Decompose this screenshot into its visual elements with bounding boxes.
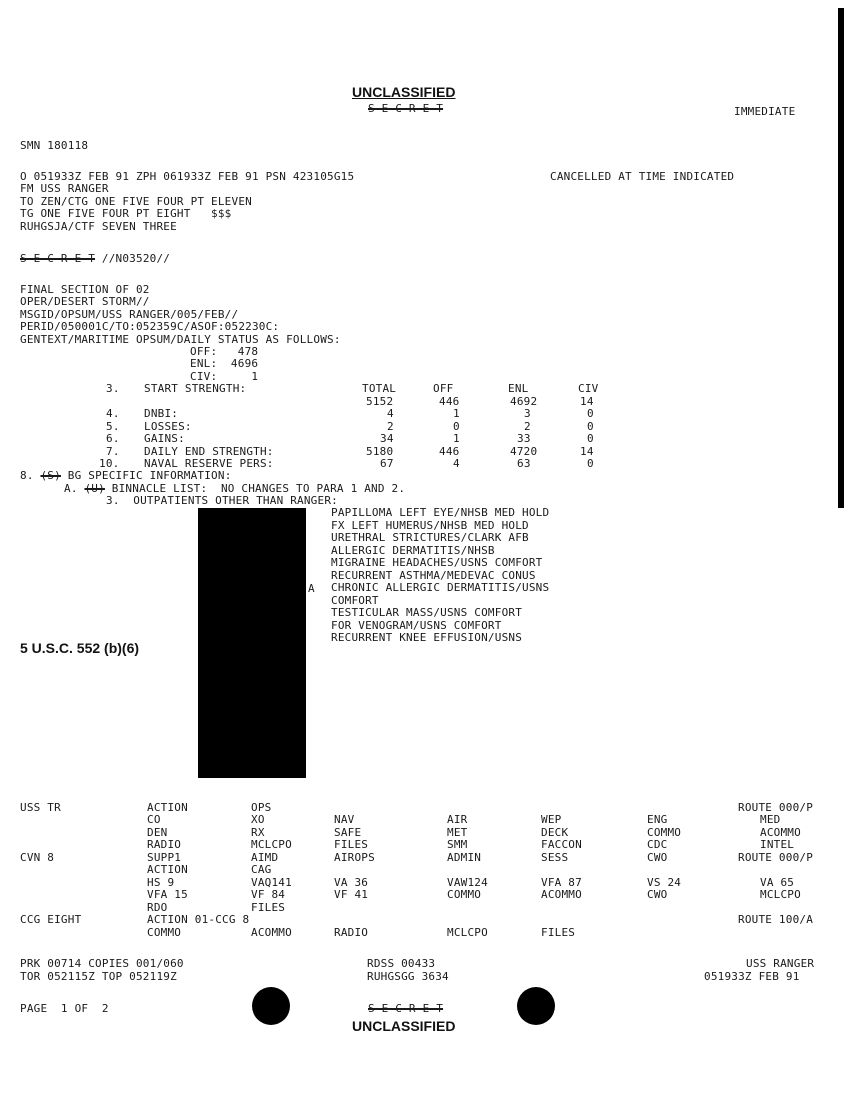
table-cell: 5152 [366, 395, 394, 408]
dist-cell: SESS [541, 851, 569, 864]
classification-bottom: UNCLASSIFIED [352, 1018, 456, 1034]
dist-cell: MED [760, 813, 781, 826]
table-row-label: START STRENGTH: [144, 382, 247, 395]
outpatients-heading: 3. OUTPATIENTS OTHER THAN RANGER: [106, 494, 338, 507]
tg-line: TG ONE FIVE FOUR PT EIGHT $$$ [20, 207, 232, 220]
footer-prk: PRK 00714 COPIES 001/060 [20, 957, 184, 970]
msgid-line: MSGID/OPSUM/USS RANGER/005/FEB// [20, 308, 239, 321]
secret-line [20, 252, 170, 265]
table-row-num: 3. [106, 382, 120, 395]
dist-cell: RDO [147, 901, 168, 914]
dist-cell: CAG [251, 863, 272, 876]
dist-cell: INTEL [760, 838, 795, 851]
dist-cell: ACOMMO [251, 926, 292, 939]
dist-uss-tr: USS TR [20, 801, 61, 814]
table-cell: 446 [439, 395, 460, 408]
table-cell: 446 [439, 445, 460, 458]
section-8a-number: A. [64, 482, 78, 495]
dist-cell: VF 84 [251, 888, 286, 901]
table-row-label: LOSSES: [144, 420, 192, 433]
list-item: URETHRAL STRICTURES/CLARK AFB [331, 531, 529, 544]
table-header-civ: CIV [578, 382, 599, 395]
perid-line: PERID/050001C/TO:052359C/ASOF:052230C: [20, 320, 280, 333]
dist-cell: VS 24 [647, 876, 682, 889]
dist-cell: OPS [251, 801, 272, 814]
from-line: FM USS RANGER [20, 182, 109, 195]
dist-cell: FILES [334, 838, 369, 851]
dist-cell: AIROPS [334, 851, 375, 864]
dist-cell: HS 9 [147, 876, 175, 889]
table-cell: 2 [387, 420, 394, 433]
dist-cell: FILES [541, 926, 576, 939]
table-cell: 4 [453, 457, 460, 470]
list-item: TESTICULAR MASS/USNS COMFORT [331, 606, 523, 619]
civ-count: CIV: 1 [190, 370, 259, 383]
footer-dtg: 051933Z FEB 91 [704, 970, 800, 983]
dist-cell: RX [251, 826, 265, 839]
list-item: FOR VENOGRAM/USNS COMFORT [331, 619, 502, 632]
dist-cell: ACTION [147, 863, 188, 876]
dist-cell: FACCON [541, 838, 582, 851]
table-row-num: 6. [106, 432, 120, 445]
section-8-number: 8. [20, 469, 34, 482]
table-cell: 14 [580, 395, 594, 408]
dist-cell: RADIO [334, 926, 369, 939]
dist-cell: MCLCPO [251, 838, 292, 851]
dist-cell: ACTION 01-CCG 8 [147, 913, 250, 926]
dist-cell: SUPP1 [147, 851, 182, 864]
dist-cell: CWO [647, 851, 668, 864]
list-item: FX LEFT HUMERUS/NHSB MED HOLD [331, 519, 529, 532]
dist-cell: DECK [541, 826, 569, 839]
dist-route-1: ROUTE 000/P [738, 801, 814, 814]
table-cell: 4 [387, 407, 394, 420]
secret-stamp-bottom: S E C R E T [368, 1002, 444, 1015]
dist-cell: VA 65 [760, 876, 795, 889]
table-cell: 4692 [510, 395, 538, 408]
table-row-label: GAINS: [144, 432, 185, 445]
dist-cell: VAW124 [447, 876, 488, 889]
footer-uss-ranger: USS RANGER [746, 957, 815, 970]
gentext-line: GENTEXT/MARITIME OPSUM/DAILY STATUS AS FOLLOWS: [20, 333, 341, 346]
list-item: CHRONIC ALLERGIC DERMATITIS/USNS [331, 581, 550, 594]
dist-cell: XO [251, 813, 265, 826]
footer-tor: TOR 052115Z TOP 052119Z [20, 970, 177, 983]
footer-ruhgsgg: RUHGSGG 3634 [367, 970, 449, 983]
table-cell: 33 [517, 432, 531, 445]
list-item: COMFORT [331, 594, 379, 607]
dist-cell: ACOMMO [760, 826, 801, 839]
to-line: TO ZEN/CTG ONE FIVE FOUR PT ELEVEN [20, 195, 252, 208]
dist-cell: MET [447, 826, 468, 839]
dist-cell: ACOMMO [541, 888, 582, 901]
list-item: ALLERGIC DERMATITIS/NHSB [331, 544, 495, 557]
table-cell: 0 [587, 420, 594, 433]
punch-hole-right [517, 987, 555, 1025]
section-8 [20, 469, 232, 482]
dist-cell: AIMD [251, 851, 279, 864]
table-cell: 0 [587, 407, 594, 420]
redaction-block [198, 508, 306, 778]
page-edge-bar [838, 8, 844, 508]
foia-exemption-label: 5 U.S.C. 552 (b)(6) [20, 640, 140, 656]
table-cell: 3 [524, 407, 531, 420]
enl-count: ENL: 4696 [190, 357, 259, 370]
dist-cell: VAQ141 [251, 876, 292, 889]
dist-cell: VFA 15 [147, 888, 188, 901]
dist-cell: VF 41 [334, 888, 369, 901]
dist-cell: ADMIN [447, 851, 482, 864]
table-row-label: DAILY END STRENGTH: [144, 445, 274, 458]
dist-cell: MCLCPO [447, 926, 488, 939]
cancelled-note: CANCELLED AT TIME INDICATED [550, 170, 735, 183]
precedence: IMMEDIATE [734, 105, 796, 118]
dist-cell: VA 36 [334, 876, 369, 889]
final-section: FINAL SECTION OF 02 [20, 283, 150, 296]
dist-cell: CDC [647, 838, 668, 851]
page-number: PAGE 1 OF 2 [20, 1002, 109, 1015]
table-cell: 14 [580, 445, 594, 458]
list-item: MIGRAINE HEADACHES/USNS COMFORT [331, 556, 543, 569]
dist-route-3: ROUTE 100/A [738, 913, 814, 926]
dist-route-2: ROUTE 000/P [738, 851, 814, 864]
table-header-enl: ENL [508, 382, 529, 395]
table-cell: 63 [517, 457, 531, 470]
table-cell: 34 [380, 432, 394, 445]
dist-cell: RADIO [147, 838, 182, 851]
ruh-line: RUHGSJA/CTF SEVEN THREE [20, 220, 177, 233]
serial-suffix: //N03520// [95, 252, 171, 265]
smn-number: SMN 180118 [20, 139, 89, 152]
table-cell: 5180 [366, 445, 394, 458]
footer-rdss: RDSS 00433 [367, 957, 436, 970]
table-cell: 0 [587, 432, 594, 445]
table-row-num: 10. [99, 457, 120, 470]
dist-cell: ACTION [147, 801, 188, 814]
secret-stamp-top: S E C R E T [368, 102, 444, 115]
table-cell: 4720 [510, 445, 538, 458]
table-cell: 1 [453, 407, 460, 420]
dist-cell: WEP [541, 813, 562, 826]
table-header-total: TOTAL [362, 382, 397, 395]
dist-cell: COMMO [647, 826, 682, 839]
classification-top: UNCLASSIFIED [352, 84, 456, 100]
section-8a-text: BINNACLE LIST: NO CHANGES TO PARA 1 AND 2. [111, 482, 406, 495]
dist-cvn8: CVN 8 [20, 851, 55, 864]
dist-cell: DEN [147, 826, 168, 839]
dist-cell: COMMO [447, 888, 482, 901]
table-cell: 67 [380, 457, 394, 470]
dist-cell: ENG [647, 813, 668, 826]
table-header-off: OFF [433, 382, 454, 395]
table-row-num: 4. [106, 407, 120, 420]
dist-cell: VFA 87 [541, 876, 582, 889]
list-item: PAPILLOMA LEFT EYE/NHSB MED HOLD [331, 506, 550, 519]
table-cell: 2 [524, 420, 531, 433]
section-8-text: BG SPECIFIC INFORMATION: [67, 469, 232, 482]
classification-marking-u: (U) [84, 482, 105, 495]
dist-cell: AIR [447, 813, 468, 826]
table-cell: 0 [453, 420, 460, 433]
stray-character: A [308, 582, 315, 595]
table-row-num: 7. [106, 445, 120, 458]
dist-cell: COMMO [147, 926, 182, 939]
dist-cell: MCLCPO [760, 888, 801, 901]
off-count: OFF: 478 [190, 345, 259, 358]
dist-cell: SMM [447, 838, 468, 851]
dist-cell: NAV [334, 813, 355, 826]
table-cell: 0 [587, 457, 594, 470]
table-row-label: DNBI: [144, 407, 179, 420]
dist-cell: CO [147, 813, 161, 826]
table-row-num: 5. [106, 420, 120, 433]
punch-hole-left [252, 987, 290, 1025]
dtg-line: O 051933Z FEB 91 ZPH 061933Z FEB 91 PSN 423105G15 [20, 170, 355, 183]
secret-stamp-inline: S E C R E T [20, 252, 96, 265]
table-row-label: NAVAL RESERVE PERS: [144, 457, 274, 470]
dist-ccg8: CCG EIGHT [20, 913, 82, 926]
classification-marking-s: (S) [40, 469, 61, 482]
dist-cell: SAFE [334, 826, 362, 839]
list-item: RECURRENT ASTHMA/MEDEVAC CONUS [331, 569, 536, 582]
list-item: RECURRENT KNEE EFFUSION/USNS [331, 631, 523, 644]
dist-cell: FILES [251, 901, 286, 914]
dist-cell: CWO [647, 888, 668, 901]
table-cell: 1 [453, 432, 460, 445]
oper-line: OPER/DESERT STORM// [20, 295, 150, 308]
